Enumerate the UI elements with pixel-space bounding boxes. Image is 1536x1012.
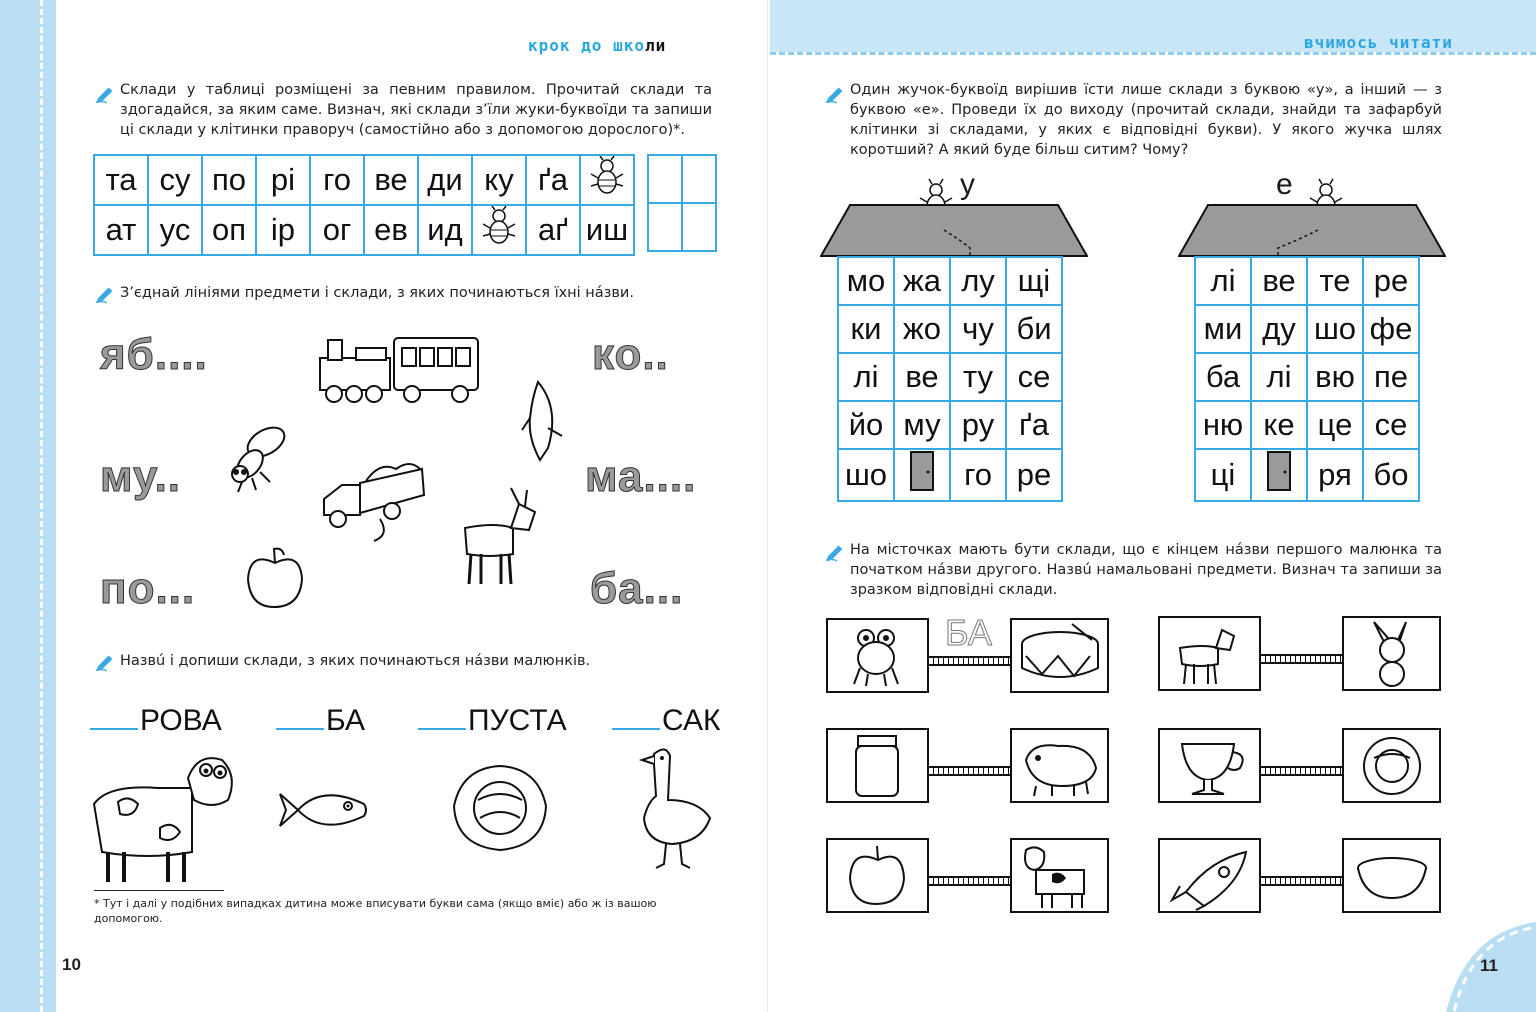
bridge[interactable]: [929, 766, 1011, 776]
syllable-cell: ди: [418, 155, 472, 205]
picture-rocket: [1158, 838, 1261, 913]
right-header: вчимось читати: [1304, 33, 1453, 52]
picture-bowl: [1342, 838, 1441, 913]
syllable-cell[interactable]: ми: [1195, 305, 1251, 353]
syllable-cell: ве: [364, 155, 418, 205]
rocket-icon: [1160, 840, 1259, 911]
picture-drum: [1010, 618, 1109, 693]
page-number-right: 11: [1480, 956, 1498, 975]
syllable-cell[interactable]: лі: [1251, 353, 1307, 401]
footnote-rule: [94, 890, 224, 891]
syllable-cell[interactable]: те: [1307, 257, 1363, 305]
cabbage-icon: [1344, 730, 1439, 801]
answer-line[interactable]: [612, 728, 660, 730]
word-sak: САК: [612, 704, 721, 738]
picture-cabbage: [1342, 728, 1441, 803]
answer-line[interactable]: [276, 728, 324, 730]
syllable-cell: ку: [472, 155, 526, 205]
syllable-cell[interactable]: щі: [1006, 257, 1062, 305]
syllable-cell[interactable]: жо: [894, 305, 950, 353]
jar-icon: [828, 730, 927, 801]
syllable-po: по...: [100, 564, 196, 613]
footnote: * Тут і далі у подібних випадках дитина може вписувати букви сама (якщо вміє) або ж із вашою допомогою.: [94, 897, 657, 925]
syllable-cell[interactable]: лу: [950, 257, 1006, 305]
pencil-icon: [824, 540, 846, 562]
syllable-cell: го: [310, 155, 364, 205]
bug-icon: [481, 206, 517, 246]
door-icon: [1264, 450, 1294, 492]
syllable-cell[interactable]: ба: [1195, 353, 1251, 401]
syllable-yab: яб....: [100, 330, 208, 379]
house2-grid: [1194, 256, 1420, 502]
word-ba: БА: [276, 704, 365, 738]
word-pusta: ПУСТА: [418, 704, 567, 738]
syllable-cell[interactable]: ря: [1307, 449, 1363, 501]
syllable-cell[interactable]: ре: [1363, 257, 1419, 305]
syllable-cell[interactable]: ду: [1251, 305, 1307, 353]
syllable-cell: ат: [94, 205, 148, 255]
picture-goat: [1158, 616, 1261, 691]
page-number-left: 10: [62, 955, 81, 974]
task2-instruction: З’єднай лініями предмети і склади, з яких починаються їхні нáзви.: [120, 285, 634, 301]
bug-icon: [589, 156, 625, 196]
cow-icon: [1012, 840, 1107, 911]
picture-cow: [1010, 838, 1109, 913]
banana-icon: [518, 378, 568, 464]
pencil-icon: [94, 650, 116, 672]
task-bridges-instruction: На місточках мають бути склади, що є кінцем нáзви першого малюнка та початком нáзви другого. Назвú намальовані предмети. Визнач та запиши за зразком відповідні склади.: [850, 542, 1442, 598]
task-bugs-instruction: Один жучок-буквоїд вирішив їсти лише склади з буквою «у», а інший — з буквою «е». Проведи їх до виходу (прочитай склади, знайди та зафарбуй клітинки зі складами, у яких є відповідні букви). У якого жучка шлях коротший? А який буде більш ситим? Чому?: [850, 82, 1442, 158]
syllable-cell[interactable]: ке: [1251, 401, 1307, 449]
syllable-cell[interactable]: ки: [838, 305, 894, 353]
syllable-cell[interactable]: ру: [950, 401, 1006, 449]
syllable-cell: рі: [256, 155, 310, 205]
house1-letter: у: [960, 168, 975, 201]
bridge[interactable]: [1261, 766, 1343, 776]
left-header: крок до школи: [528, 36, 667, 55]
syllable-cell[interactable]: жа: [894, 257, 950, 305]
picture-jar: [826, 728, 929, 803]
bowl-icon: [1344, 840, 1439, 911]
syllable-ma: ма....: [585, 452, 697, 501]
task3-instruction: Назвú і допиши склади, з яких починаються нáзви малюнків.: [120, 653, 591, 669]
syllable-cell: иш: [580, 205, 634, 255]
syllable-cell[interactable]: ве: [1251, 257, 1307, 305]
syllable-cell[interactable]: мо: [838, 257, 894, 305]
syllable-ko: ко..: [592, 330, 669, 379]
house1-grid: [837, 256, 1063, 502]
syllable-cell: ид: [418, 205, 472, 255]
door-cell: [1251, 449, 1307, 501]
syllable-cell[interactable]: вю: [1307, 353, 1363, 401]
rabbit-icon: [1344, 618, 1439, 689]
syllable-cell[interactable]: ве: [894, 353, 950, 401]
goat-icon: [455, 484, 545, 590]
syllable-cell[interactable]: ці: [1195, 449, 1251, 501]
syllable-cell[interactable]: пе: [1363, 353, 1419, 401]
syllable-cell[interactable]: бо: [1363, 449, 1419, 501]
syllable-cell[interactable]: ту: [950, 353, 1006, 401]
house2-letter: е: [1276, 168, 1293, 201]
bridge[interactable]: [1261, 876, 1343, 886]
pencil-icon: [94, 282, 116, 304]
word-rova: РОВА: [90, 704, 222, 738]
door-icon: [907, 450, 937, 492]
picture-rabbit: [1342, 616, 1441, 691]
syllable-cell[interactable]: се: [1006, 353, 1062, 401]
syllable-cell[interactable]: чу: [950, 305, 1006, 353]
syllable-cell: аґ: [526, 205, 580, 255]
syllable-cell[interactable]: це: [1307, 401, 1363, 449]
top-dash: [770, 52, 1536, 55]
bridge[interactable]: [929, 656, 1011, 666]
syllable-cell[interactable]: му: [894, 401, 950, 449]
goat-icon: [1160, 618, 1259, 689]
syllable-cell: по: [202, 155, 256, 205]
syllable-cell[interactable]: го: [950, 449, 1006, 501]
cup-icon: [1160, 730, 1259, 801]
drum-icon: [1012, 620, 1107, 691]
bridge[interactable]: [929, 876, 1011, 886]
bug-cell: [580, 155, 634, 205]
syllable-cell[interactable]: ре: [1006, 449, 1062, 501]
goose-icon: [632, 744, 716, 872]
answer-cells: [647, 154, 717, 252]
task1-instruction: Склади у таблиці розміщені за певним правилом. Прочитай склади та здогадайся, за яким саме. Визнач, які склади з’їли жуки-буквоїди та запиши ці склади у клітинки праворуч (самостійно або з допомогою дорослого)*.: [120, 82, 712, 138]
syllable-cell[interactable]: би: [1006, 305, 1062, 353]
answer-cell[interactable]: [682, 203, 716, 251]
fish-icon: [276, 780, 372, 840]
truck-icon: [320, 455, 428, 545]
house2-roof: [1178, 204, 1446, 258]
syllable-cell: су: [148, 155, 202, 205]
syllable-mu: му..: [100, 452, 182, 501]
frog-icon: [828, 620, 927, 691]
door-cell: [894, 449, 950, 501]
train-icon: [312, 330, 482, 406]
syllable-cell[interactable]: лі: [838, 353, 894, 401]
bridge[interactable]: [1261, 654, 1343, 664]
syllable-cell[interactable]: ню: [1195, 401, 1251, 449]
pencil-icon: [824, 82, 846, 104]
syllable-cell: ір: [256, 205, 310, 255]
apple-icon: [244, 545, 306, 611]
syllable-table: [93, 154, 635, 256]
syllable-cell[interactable]: шо: [838, 449, 894, 501]
syllable-cell: ус: [148, 205, 202, 255]
fly-icon: [222, 420, 292, 494]
page-spine: [767, 0, 768, 1012]
answer-cell[interactable]: [648, 155, 682, 203]
syllable-cell[interactable]: йо: [838, 401, 894, 449]
syllable-cell: ґа: [526, 155, 580, 205]
syllable-cell[interactable]: се: [1363, 401, 1419, 449]
answer-cell[interactable]: [682, 155, 716, 203]
answer-cell[interactable]: [648, 203, 682, 251]
syllable-cell: оп: [202, 205, 256, 255]
cow-icon: [88, 748, 238, 888]
picture-boar: [1010, 728, 1109, 803]
syllable-cell[interactable]: ґа: [1006, 401, 1062, 449]
bug-cell: [472, 205, 526, 255]
syllable-cell[interactable]: фе: [1363, 305, 1419, 353]
apple-icon: [828, 840, 927, 911]
cabbage-icon: [448, 760, 552, 856]
left-margin-stripe: [0, 0, 56, 1012]
picture-apple: [826, 838, 929, 913]
syllable-ba: ба...: [590, 564, 684, 613]
pencil-icon: [94, 82, 116, 104]
syllable-cell: ев: [364, 205, 418, 255]
boar-icon: [1012, 730, 1107, 801]
picture-frog: [826, 618, 929, 693]
syllable-cell[interactable]: лі: [1195, 257, 1251, 305]
syllable-cell: та: [94, 155, 148, 205]
answer-line[interactable]: [90, 728, 138, 730]
syllable-cell[interactable]: шо: [1307, 305, 1363, 353]
syllable-cell: ог: [310, 205, 364, 255]
house1-roof: [820, 204, 1088, 258]
picture-cup: [1158, 728, 1261, 803]
answer-line[interactable]: [418, 728, 466, 730]
example-syllable: БА: [945, 612, 992, 653]
